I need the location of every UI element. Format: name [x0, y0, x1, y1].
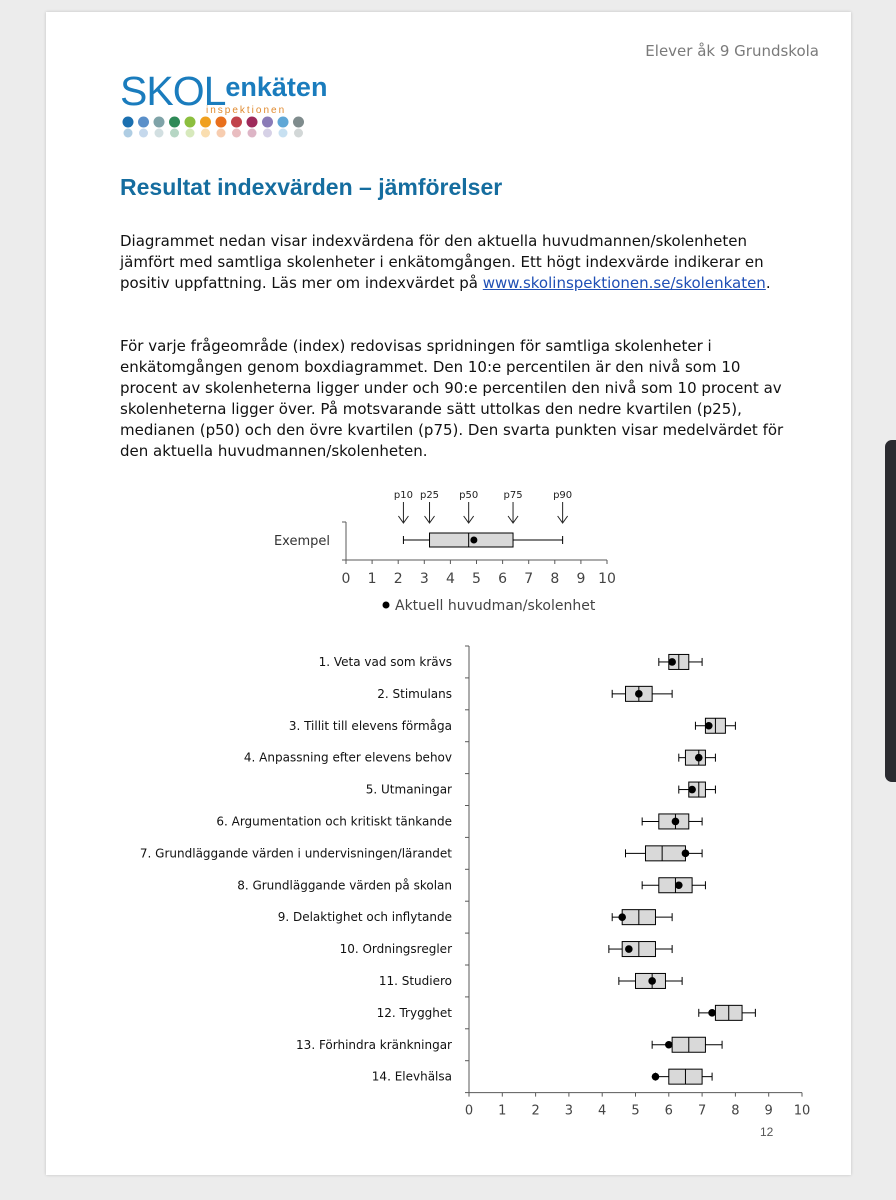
logo-dot: [247, 117, 258, 128]
logo-dot: [154, 117, 165, 128]
x-tick-label: 5: [631, 1103, 640, 1119]
logo-dot-reflection: [186, 129, 195, 138]
x-tick-label: 10: [793, 1103, 811, 1119]
mean-point: [470, 537, 477, 544]
mean-point: [705, 722, 713, 730]
category-label: 14. Elevhälsa: [371, 1069, 452, 1084]
percentile-label: p75: [503, 490, 523, 501]
percentile-label: p25: [419, 490, 440, 501]
mean-point: [618, 913, 626, 921]
mean-point: [695, 754, 703, 762]
category-label: 11. Studiero: [378, 973, 452, 988]
x-tick-label: 0: [341, 571, 351, 587]
logo-dot: [123, 117, 134, 128]
logo-dot-reflection: [201, 129, 210, 138]
page-number: 12: [760, 1125, 774, 1139]
x-tick-label: 1: [498, 1103, 507, 1119]
mean-point: [682, 850, 690, 858]
logo-dot-reflection: [294, 129, 303, 138]
x-tick-label: 9: [764, 1103, 773, 1119]
mean-point: [708, 1009, 716, 1017]
x-tick-label: 2: [531, 1103, 540, 1119]
category-label: 4. Anpassning efter elevens behov: [243, 750, 452, 765]
x-tick-label: 9: [576, 571, 586, 587]
category-label: 3. Tillit till elevens förmåga: [288, 718, 452, 733]
logo-dot: [138, 117, 149, 128]
logo-dots: [121, 116, 321, 146]
logo-dot-reflection: [124, 129, 133, 138]
x-tick-label: 10: [598, 571, 616, 587]
x-tick-label: 7: [524, 571, 534, 587]
logo-dot: [185, 117, 196, 128]
document-page: [46, 12, 851, 1175]
page-title: Resultat indexvärden – jämförelser: [120, 174, 503, 200]
logo-dot: [169, 117, 180, 128]
logo-dot-reflection: [217, 129, 226, 138]
mean-point: [648, 977, 656, 985]
mean-point: [675, 881, 683, 889]
x-tick-label: 2: [393, 571, 403, 587]
category-label: 12. Trygghet: [376, 1005, 452, 1020]
mean-point: [688, 786, 696, 794]
side-scroll-tab[interactable]: [885, 440, 896, 782]
mean-point: [625, 945, 633, 953]
x-tick-label: 8: [731, 1103, 740, 1119]
logo-dot: [278, 117, 289, 128]
logo-dot: [231, 117, 242, 128]
x-tick-label: 8: [550, 571, 560, 587]
intro-paragraph: Diagrammet nedan visar indexvärdena för den aktuella huvudmannen/skolenheten jämfört med samtliga skolenheter i enkätomgången. Ett högt indexvärde indikerar en positiv uppfattning. Läs mer om indexvärdet på www.skolinspektionen.se/skolenkaten.: [120, 232, 771, 292]
mean-point: [665, 1041, 673, 1049]
logo-dot: [200, 117, 211, 128]
category-label: 2. Stimulans: [377, 686, 452, 701]
skolenkaten-link[interactable]: www.skolinspektionen.se/skolenkaten: [482, 274, 766, 292]
mean-point: [652, 1073, 660, 1081]
logo-dot: [293, 117, 304, 128]
logo-dot-reflection: [155, 129, 164, 138]
x-tick-label: 1: [367, 571, 377, 587]
index-boxplot-chart: [46, 632, 851, 1132]
x-tick-label: 6: [498, 571, 508, 587]
category-label: 6. Argumentation och kritiskt tänkande: [216, 814, 452, 829]
x-tick-label: 7: [697, 1103, 707, 1119]
category-label: 9. Delaktighet och inflytande: [277, 910, 452, 925]
mean-point: [672, 818, 680, 826]
percentile-label: p10: [393, 490, 413, 501]
category-label: 13. Förhindra kränkningar: [296, 1037, 452, 1052]
category-label: 10. Ordningsregler: [339, 942, 452, 957]
percentile-label: p50: [459, 490, 479, 501]
x-tick-label: 0: [464, 1103, 474, 1119]
x-tick-label: 4: [445, 571, 455, 587]
x-tick-label: 6: [664, 1103, 673, 1119]
x-tick-label: 3: [564, 1103, 574, 1119]
category-label: 7. Grundläggande värden i undervisningen/lärandet: [139, 846, 452, 861]
percentile-label: p90: [553, 490, 573, 501]
logo-dot-reflection: [248, 129, 257, 138]
logo-dot-reflection: [279, 129, 288, 138]
mean-point: [668, 658, 676, 666]
category-label: Exempel: [273, 534, 330, 549]
report-label: Elever åk 9 Grundskola: [645, 42, 819, 60]
example-boxplot-chart: [46, 482, 851, 622]
category-label: 1. Veta vad som krävs: [318, 654, 452, 669]
logo-subtitle: inspektionen: [206, 105, 287, 116]
x-tick-label: 5: [472, 571, 481, 587]
x-tick-label: 4: [598, 1103, 607, 1119]
logo-dot-reflection: [232, 129, 241, 138]
category-label: 8. Grundläggande värden på skolan: [237, 878, 452, 893]
logo-dot: [262, 117, 273, 128]
logo-dot-reflection: [170, 129, 179, 138]
logo-wordmark: SKOLenkäten: [120, 68, 328, 114]
explanation-paragraph: För varje frågeområde (index) redovisas spridningen för samtliga skolenheter i enkätomgången genom boxdiagrammet. Den 10:e percentilen är den nivå som 10 procent av skolenheterna ligger under och 90:e percentilen den nivå som 10 procent av skolenheterna ligger över. På motsvarande sätt uttolkas den nedre kvartilen (p25), medianen (p50) och den övre kvartilen (p75). Den svarta punkten visar medelvärdet för den aktuella huvudmannen/skolenheten.: [120, 337, 784, 460]
logo-dot: [216, 117, 227, 128]
legend-marker: [383, 602, 390, 609]
logo-dot-reflection: [263, 129, 272, 138]
x-tick-label: 3: [419, 571, 429, 587]
category-label: 5. Utmaningar: [365, 782, 452, 797]
iqr-box: [645, 846, 685, 861]
mean-point: [635, 690, 643, 698]
legend-label: Aktuell huvudman/skolenhet: [395, 598, 596, 614]
logo-dot-reflection: [139, 129, 148, 138]
